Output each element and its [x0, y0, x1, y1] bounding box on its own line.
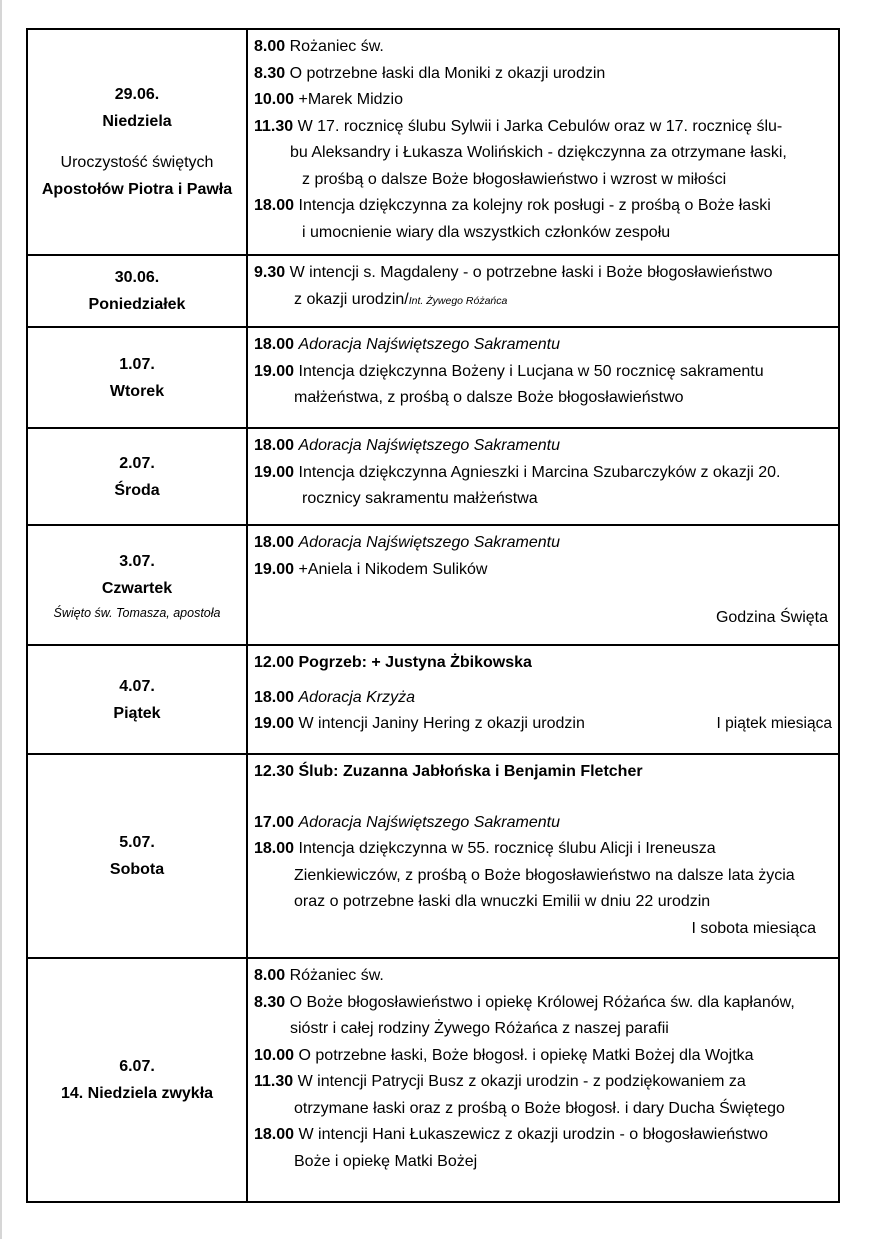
- mass-intention: O potrzebne łaski, Boże błogosł. i opiekę Matki Bożej dla Wojtka: [298, 1046, 754, 1064]
- day-row: [27, 645, 839, 754]
- day-weekday: 14. Niedziela zwykła: [60, 1085, 214, 1102]
- mass-time: 18.00: [254, 336, 295, 353]
- mass-intention-continued: Boże i opiekę Matki Bożej: [294, 1152, 478, 1170]
- mass-intention: +Marek Midzio: [298, 91, 403, 108]
- mass-intention: +Aniela i Nikodem Sulików: [298, 560, 488, 578]
- day-date: 29.06.: [114, 86, 160, 103]
- day-row: [27, 428, 839, 525]
- entries-cell: [247, 525, 839, 645]
- mass-entry: [254, 87, 832, 114]
- mass-intention: W intencji Janiny Hering z okazji urodzin: [298, 715, 585, 732]
- mass-intention: W intencji s. Magdaleny - o potrzebne łaski i Boże błogosławieństwo: [289, 264, 773, 281]
- mass-entry: [254, 460, 832, 487]
- entries-cell: [247, 327, 839, 428]
- mass-time: 18.00: [254, 840, 295, 857]
- mass-intention: O potrzebne łaski dla Moniki z okazji urodzin: [289, 64, 606, 82]
- mass-entry: [254, 963, 832, 990]
- day-note: I piątek miesiąca: [716, 715, 832, 732]
- mass-time: 10.00: [254, 91, 295, 108]
- mass-intention-continued: Zienkiewiczów, z prośbą o Boże błogosławieństwo na dalsze lata życia: [294, 866, 795, 884]
- mass-intention-continued: sióstr i całej rodziny Żywego Różańca z naszej parafii: [290, 1020, 669, 1037]
- mass-intention: Intencja dziękczynna Agnieszki i Marcina Szubarczyków z okazji 20.: [298, 463, 781, 481]
- mass-time: 18.00: [254, 1126, 295, 1143]
- mass-time: 19.00: [254, 463, 295, 481]
- day-weekday: Piątek: [113, 704, 161, 722]
- mass-entry: [254, 34, 832, 61]
- spacer: [254, 677, 832, 685]
- entries-cell: [247, 754, 839, 958]
- adoration-text: Adoracja Krzyża: [298, 688, 415, 706]
- day-date: 5.07.: [119, 834, 155, 851]
- mass-intention-continued: oraz o potrzebne łaski dla wnuczki Emilii w dniu 22 urodzin: [294, 893, 711, 910]
- day-weekday: Środa: [114, 481, 160, 499]
- mass-intention: Intencja dziękczynna Bożeny i Lucjana w 50 rocznicę sakramentu: [298, 362, 764, 380]
- mass-intention-text: z okazji urodzin/: [294, 290, 409, 308]
- day-date: 3.07.: [119, 553, 155, 570]
- intention-source-note: Int. Żywego Różańca: [408, 294, 508, 307]
- feast-note: Święto św. Tomasza, apostoła: [53, 606, 221, 620]
- mass-entry: [254, 990, 832, 1017]
- mass-time: 8.30: [254, 64, 286, 82]
- day-date: 1.07.: [119, 355, 155, 373]
- mass-entry: [254, 759, 832, 786]
- mass-intention: W 17. rocznicę ślubu Sylwii i Jarka Cebulów oraz w 17. rocznicę ślu-: [297, 117, 783, 135]
- mass-time: 19.00: [254, 560, 295, 578]
- mass-intention-continued: bu Aleksandry i Łukasza Wolińskich - dziękczynna za otrzymane łaski,: [290, 144, 787, 161]
- adoration-text: Adoracja Najświętszego Sakramentu: [298, 437, 560, 454]
- mass-time: 8.00: [254, 967, 286, 984]
- mass-entry: [254, 433, 832, 460]
- mass-schedule-table: [26, 28, 840, 1203]
- day-cell: [27, 525, 247, 645]
- spacer: [254, 786, 832, 810]
- feast-line-2: Apostołów Piotra i Pawła: [41, 181, 233, 198]
- mass-intention-continued: rocznicy sakramentu małżeństwa: [302, 490, 538, 507]
- entries-cell: [247, 255, 839, 327]
- day-date: 4.07.: [119, 677, 155, 695]
- adoration-text: Adoracja Najświętszego Sakramentu: [298, 336, 560, 353]
- mass-intention-continued: z prośbą o dalsze Boże błogosławieństwo i wzrost w miłości: [302, 170, 727, 188]
- day-note: I sobota miesiąca: [691, 919, 816, 937]
- day-note: Godzina Święta: [715, 609, 828, 626]
- mass-time: 17.00: [254, 813, 295, 831]
- mass-intention-continued: otrzymane łaski oraz z prośbą o Boże błogosł. i dary Ducha Świętego: [294, 1099, 785, 1117]
- mass-entry: [254, 711, 832, 738]
- mass-entry: [254, 332, 832, 359]
- mass-intention: Różaniec św.: [289, 967, 384, 984]
- day-date: 6.07.: [119, 1058, 155, 1075]
- day-weekday: Poniedziałek: [88, 296, 186, 313]
- mass-entry: [254, 1122, 832, 1149]
- entries-cell: [247, 958, 839, 1202]
- day-cell: [27, 327, 247, 428]
- mass-time: 18.00: [254, 534, 295, 551]
- day-cell: [27, 754, 247, 958]
- mass-time: 19.00: [254, 715, 295, 732]
- mass-entry: [254, 1069, 832, 1096]
- day-weekday: Wtorek: [109, 382, 165, 400]
- feast-line-1: Uroczystość świętych: [60, 154, 214, 171]
- mass-intention: O Boże błogosławieństwo i opiekę Królowej Różańca św. dla kapłanów,: [289, 993, 795, 1011]
- day-row: [27, 327, 839, 428]
- entries-cell: [247, 645, 839, 754]
- mass-time: 8.30: [254, 993, 286, 1011]
- mass-intention: Intencja dziękczynna za kolejny rok posługi - z prośbą o Boże łaski: [298, 197, 771, 214]
- mass-entry: [254, 114, 832, 141]
- day-weekday: Niedziela: [102, 113, 172, 130]
- mass-intention-continued: małżeństwa, z prośbą o dalsze Boże błogosławieństwo: [294, 389, 684, 406]
- mass-entry: [254, 685, 832, 712]
- day-date: 30.06.: [114, 269, 160, 286]
- entries-cell: [247, 428, 839, 525]
- page-edge: [0, 0, 2, 1239]
- day-weekday: Sobota: [109, 861, 165, 878]
- mass-entry: [254, 193, 832, 220]
- day-weekday: Czwartek: [101, 580, 173, 597]
- mass-intention-continued: [254, 287, 832, 315]
- day-cell: [27, 29, 247, 255]
- day-row: [27, 754, 839, 958]
- mass-intention: Intencja dziękczynna w 55. rocznicę ślubu Alicji i Ireneusza: [298, 840, 716, 857]
- mass-time: 18.00: [254, 197, 295, 214]
- mass-time: 11.30: [254, 117, 294, 135]
- mass-entry: [254, 810, 832, 837]
- wedding-text: Ślub: Zuzanna Jabłońska i Benjamin Fletcher: [298, 763, 643, 780]
- day-row: [27, 958, 839, 1202]
- mass-time: 12.00: [254, 654, 295, 671]
- mass-entry: [254, 557, 832, 584]
- mass-intention-continued: i umocnienie wiary dla wszystkich członków zespołu: [302, 223, 671, 241]
- mass-entry: [254, 359, 832, 386]
- adoration-text: Adoracja Najświętszego Sakramentu: [298, 534, 560, 551]
- mass-time: 12.30: [254, 763, 295, 780]
- funeral-text: Pogrzeb: + Justyna Żbikowska: [298, 654, 532, 671]
- day-cell: [27, 645, 247, 754]
- mass-entry: [254, 260, 832, 287]
- mass-entry: [254, 650, 832, 677]
- day-row: [27, 29, 839, 255]
- day-cell: [27, 958, 247, 1202]
- mass-entry: [254, 836, 832, 863]
- adoration-text: Adoracja Najświętszego Sakramentu: [298, 813, 560, 831]
- day-row: [27, 255, 839, 327]
- mass-time: 18.00: [254, 437, 295, 454]
- mass-time: 11.30: [254, 1073, 294, 1090]
- spacer: [254, 583, 832, 605]
- day-date: 2.07.: [119, 454, 155, 472]
- mass-entry: [254, 1043, 832, 1070]
- mass-intention: W intencji Patrycji Busz z okazji urodzin - z podziękowaniem za: [297, 1073, 746, 1090]
- mass-time: 10.00: [254, 1046, 295, 1064]
- day-cell: [27, 255, 247, 327]
- mass-intention: Rożaniec św.: [289, 38, 384, 55]
- mass-time: 18.00: [254, 688, 295, 706]
- day-cell: [27, 428, 247, 525]
- mass-entry: [254, 61, 832, 88]
- mass-time: 8.00: [254, 38, 286, 55]
- mass-entry: [254, 530, 832, 557]
- mass-time: 9.30: [254, 264, 286, 281]
- entries-cell: [247, 29, 839, 255]
- mass-time: 19.00: [254, 362, 295, 380]
- day-row: [27, 525, 839, 645]
- mass-intention: W intencji Hani Łukaszewicz z okazji urodzin - o błogosławieństwo: [298, 1126, 769, 1143]
